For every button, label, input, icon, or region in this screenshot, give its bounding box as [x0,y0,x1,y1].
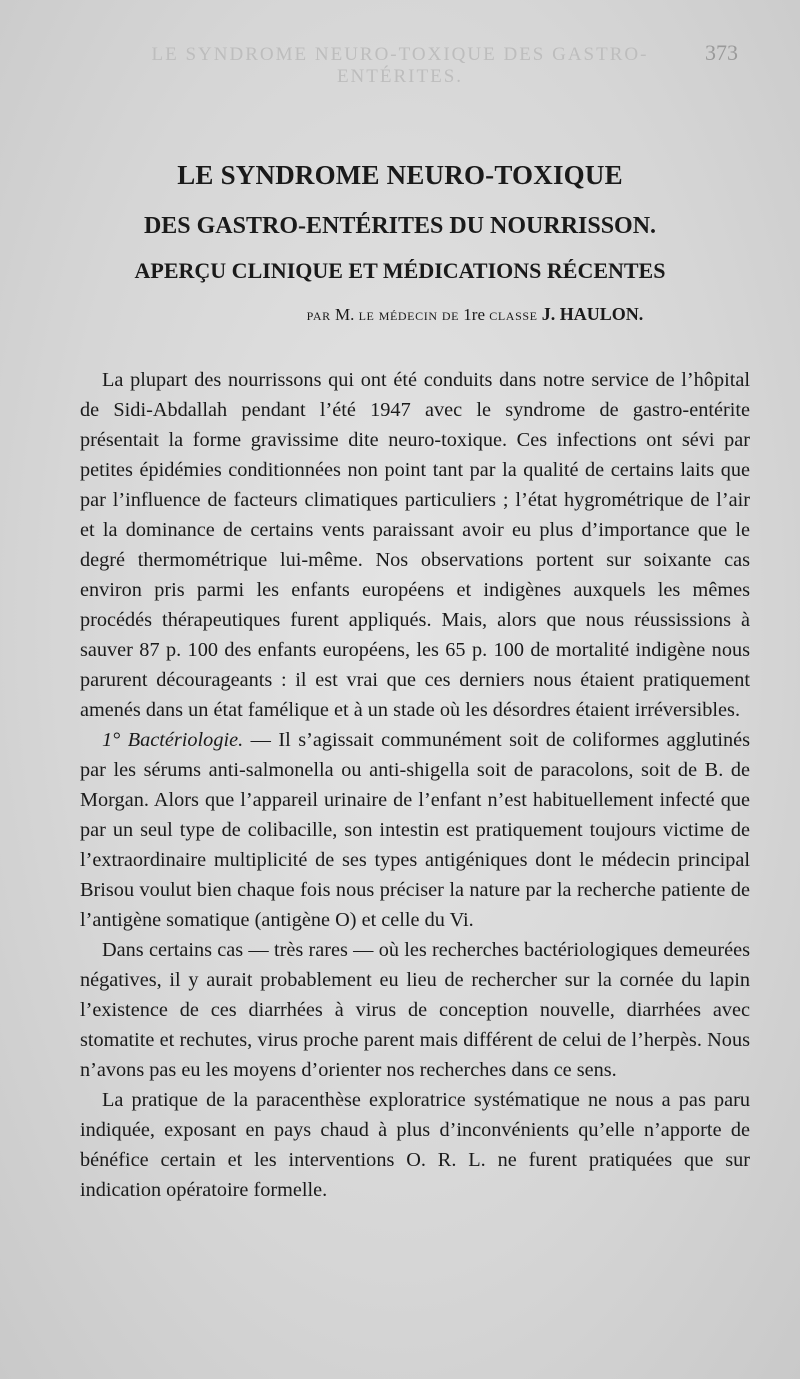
author-rank: 1re [463,305,486,324]
author-le: LE [358,309,375,323]
page-number: 373 [705,40,738,65]
paragraph [80,935,750,1085]
paragraph-text: La plupart des nourrissons qui ont été conduits dans notre service de l’hôpital de Sidi-Abdallah pendant l’été 1947 avec le syndrome de gastro-entérite présentait la forme gravissime dite neuro-toxique. Ces infections ont sévi par petites épidémies conditionnées non point tant par la qualité de certains laits que par l’influence de facteurs climatiques particuliers ; l’état hygrométrique de l’air et la dominance de certains vents paraissant avoir eu plus d’importance que le degré thermométrique lui-même. Nos observations portent sur soixante cas environ pris parmi les enfants européens et indigènes auxquels les mêmes procédés thérapeutiques furent appliqués. Mais, alors que nous réussissions à sauver 87 p. 100 des enfants européens, les 65 p. 100 de mortalité indigène nous parurent décourageants : il est vrai que ces derniers nous étaient pratiquement amenés dans un état famélique et à un stade où les désordres étaient irréversibles. [80,369,750,721]
paragraph [80,1085,750,1205]
author-de: DE [441,309,460,323]
running-head: LE SYNDROME NEURO-TOXIQUE DES GASTRO-ENTÉRITES. [151,44,649,87]
author-name: J. HAULON. [541,304,644,324]
paragraph-text: — Il s’agissait communément soit de coliformes agglutinés par les sérums anti-salmonella ou anti-shigella soit de paracolons, soit de B. de Morgan. Alors que l’appareil urinaire de l’enfant n’est habituellement infecté que par un seul type de colibacille, son intestin est pratiquement toujours victime de l’extraordinaire multiplicité de ses types antigéniques dont le médecin principal Brisou voulut bien chaque fois nous préciser la nature par la recherche patiente de l’antigène somatique (antigène O) et celle du Vi. [80,729,751,931]
paragraph [80,725,750,935]
paragraph [80,365,750,725]
author-classe: CLASSE [489,309,538,323]
author-par: PAR [306,309,331,323]
author-medecin: MÉDECIN [378,309,438,323]
section-heading-bacteriologie: 1° Bactériologie. [102,729,244,751]
paragraph-text: La pratique de la paracenthèse exploratrice systématique ne nous a pas paru indiquée, exposant en pays chaud à plus d’inconvénients qu’elle n’apporte de bénéfice certain et les interventions O. R. L. ne furent pratiquées que sur indication opératoire formelle. [80,1089,750,1201]
title-block [40,160,760,325]
author-m: M. [334,305,355,324]
article-subtitle: APERÇU CLINIQUE ET MÉDICATIONS RÉCENTES [134,258,666,283]
body-text [80,365,750,1205]
author-line [190,304,760,325]
article-title-line2: DES GASTRO-ENTÉRITES DU NOURRISSON. [143,213,657,239]
article-title: LE SYNDROME NEURO-TOXIQUE [177,160,623,190]
paragraph-text: Dans certains cas — très rares — où les recherches bactériologiques demeurées négatives, il y aurait probablement eu lieu de rechercher sur la cornée du lapin l’existence de ces diarrhées à virus de conception nouvelle, diarrhées avec stomatite et rechutes, virus proche parent mais différent de celui de l’herpès. Nous n’avons pas eu les moyens d’orienter nos recherches dans ce sens. [80,939,750,1081]
